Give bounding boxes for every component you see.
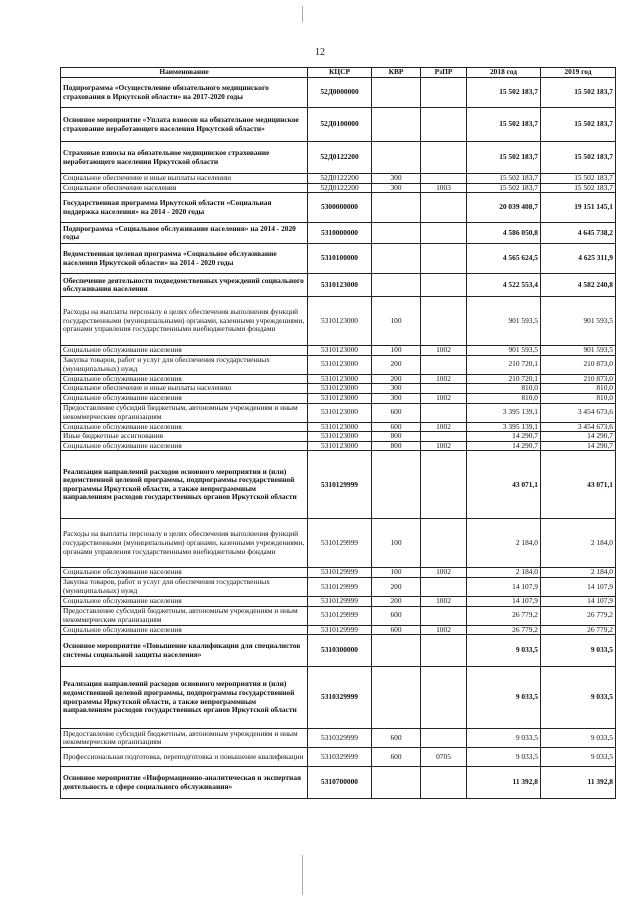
table-row xyxy=(61,393,616,403)
table-row xyxy=(61,244,616,274)
cell-kcsr: 5310129999 xyxy=(308,451,372,519)
table-row xyxy=(61,625,616,635)
page-number: 12 xyxy=(315,47,325,58)
cell-name: Реализация направлений расходов основного мероприятия и (или) ведомственной целевой программы, подпрограммы государственной программы Иркутской области, а также непрограммным направлениям расходов государственных органов Иркутской области xyxy=(61,451,308,519)
cell-kvr: 300 xyxy=(372,183,421,193)
cell-rzpr: 1002 xyxy=(421,393,467,403)
cell-kvr: 300 xyxy=(372,393,421,403)
table-row xyxy=(61,355,616,374)
cell-kcsr: 5310100000 xyxy=(308,244,372,274)
cell-2018: 3 395 139,1 xyxy=(467,403,541,422)
cell-kcsr: 5310129999 xyxy=(308,519,372,568)
cell-2019: 14 290,7 xyxy=(541,432,616,442)
cell-2018: 810,0 xyxy=(467,393,541,403)
table-row xyxy=(61,142,616,174)
cell-rzpr xyxy=(421,729,467,748)
table-row xyxy=(61,519,616,568)
cell-kcsr: 5310123000 xyxy=(308,355,372,374)
cell-2019: 43 071,1 xyxy=(541,451,616,519)
cell-kvr: 300 xyxy=(372,174,421,184)
table-row xyxy=(61,577,616,596)
cell-2018: 14 290,7 xyxy=(467,441,541,451)
cell-rzpr xyxy=(421,355,467,374)
cell-2019: 26 779,2 xyxy=(541,606,616,625)
cell-name: Социальное обслуживание населения xyxy=(61,346,308,356)
cell-name: Обеспечение деятельности подведомственных учреждений социального обслуживания населения xyxy=(61,274,308,297)
table-row xyxy=(61,596,616,606)
table-row xyxy=(61,451,616,519)
header-rzpr: РзПР xyxy=(421,68,467,78)
table-row xyxy=(61,432,616,442)
cell-2018: 4 586 050,8 xyxy=(467,223,541,244)
cell-2019: 4 625 311,9 xyxy=(541,244,616,274)
cell-kvr: 600 xyxy=(372,606,421,625)
cell-name: Предоставление субсидий бюджетным, автономным учреждениям и иным некоммерческим организациям xyxy=(61,403,308,422)
cell-name: Социальное обслуживание населения xyxy=(61,422,308,432)
cell-2019: 19 151 145,1 xyxy=(541,193,616,223)
cell-2019: 2 184,0 xyxy=(541,519,616,568)
cell-2018: 901 593,5 xyxy=(467,346,541,356)
header-kcsr: КЦСР xyxy=(308,68,372,78)
cell-name: Социальное обеспечение населения xyxy=(61,183,308,193)
cell-2019: 810,0 xyxy=(541,384,616,394)
bottom-margin-mark xyxy=(302,855,303,895)
cell-rzpr xyxy=(421,274,467,297)
cell-name: Социальное обеспечение и иные выплаты населению xyxy=(61,384,308,394)
table-row xyxy=(61,374,616,384)
cell-2019: 210 873,0 xyxy=(541,374,616,384)
table-row xyxy=(61,274,616,297)
cell-name: Подпрограмма «Социальное обслуживание населения» на 2014 - 2020 годы xyxy=(61,223,308,244)
cell-2018: 9 033,5 xyxy=(467,667,541,729)
cell-kvr: 600 xyxy=(372,625,421,635)
cell-2019: 15 502 183,7 xyxy=(541,108,616,142)
table-row xyxy=(61,193,616,223)
cell-kvr: 200 xyxy=(372,577,421,596)
cell-rzpr xyxy=(421,451,467,519)
cell-kvr xyxy=(372,142,421,174)
cell-kcsr: 5310129999 xyxy=(308,568,372,578)
cell-kcsr: 5310123000 xyxy=(308,441,372,451)
cell-rzpr: 1002 xyxy=(421,374,467,384)
cell-kvr: 100 xyxy=(372,297,421,346)
table-body xyxy=(61,78,616,799)
cell-kvr: 100 xyxy=(372,346,421,356)
cell-kcsr: 5310123000 xyxy=(308,432,372,442)
cell-rzpr xyxy=(421,403,467,422)
cell-rzpr: 1002 xyxy=(421,441,467,451)
cell-rzpr xyxy=(421,767,467,799)
cell-name: Социальное обслуживание населения xyxy=(61,441,308,451)
cell-kvr xyxy=(372,108,421,142)
cell-kcsr: 5310123000 xyxy=(308,422,372,432)
cell-name: Социальное обеспечение и иные выплаты населению xyxy=(61,174,308,184)
cell-name: Подпрограмма «Осуществление обязательного медицинского страхования в Иркутской области» на 2017-2020 годы xyxy=(61,78,308,108)
cell-rzpr xyxy=(421,142,467,174)
table-row xyxy=(61,108,616,142)
cell-name: Социальное обслуживание населения xyxy=(61,568,308,578)
cell-name: Закупка товаров, работ и услуг для обеспечения государственных (муниципальных) нужд xyxy=(61,577,308,596)
cell-2018: 901 593,5 xyxy=(467,297,541,346)
cell-rzpr: 1002 xyxy=(421,568,467,578)
cell-2018: 43 071,1 xyxy=(467,451,541,519)
cell-2019: 3 454 673,6 xyxy=(541,403,616,422)
cell-2018: 4 522 553,4 xyxy=(467,274,541,297)
table-row xyxy=(61,606,616,625)
cell-kcsr: 5310700000 xyxy=(308,767,372,799)
cell-kcsr: 5310123000 xyxy=(308,393,372,403)
cell-rzpr: 1002 xyxy=(421,596,467,606)
cell-kvr: 800 xyxy=(372,432,421,442)
cell-rzpr xyxy=(421,384,467,394)
cell-kvr xyxy=(372,244,421,274)
cell-rzpr: 1002 xyxy=(421,422,467,432)
cell-2018: 3 395 139,1 xyxy=(467,422,541,432)
header-2018: 2018 год xyxy=(467,68,541,78)
cell-rzpr xyxy=(421,432,467,442)
cell-kvr: 300 xyxy=(372,384,421,394)
cell-rzpr xyxy=(421,78,467,108)
table-row xyxy=(61,568,616,578)
cell-2019: 14 290,7 xyxy=(541,441,616,451)
cell-name: Основное мероприятие «Повышение квалификации для специалистов системы социальной защиты населения» xyxy=(61,635,308,667)
cell-kcsr: 5310123000 xyxy=(308,384,372,394)
table-header xyxy=(61,68,616,78)
cell-2019: 9 033,5 xyxy=(541,635,616,667)
cell-2018: 14 107,9 xyxy=(467,596,541,606)
top-margin-mark xyxy=(302,6,303,22)
cell-2019: 9 033,5 xyxy=(541,729,616,748)
cell-name: Ведомственная целевая программа «Социальное обслуживание населения Иркутской области» на 2014 - 2020 годы xyxy=(61,244,308,274)
cell-2019: 810,0 xyxy=(541,393,616,403)
cell-kcsr: 5310129999 xyxy=(308,606,372,625)
cell-rzpr xyxy=(421,174,467,184)
cell-2019: 15 502 183,7 xyxy=(541,174,616,184)
table-row xyxy=(61,346,616,356)
cell-2018: 15 502 183,7 xyxy=(467,108,541,142)
cell-name: Государственная программа Иркутской области «Социальная поддержка населения» на 2014 - 2020 годы xyxy=(61,193,308,223)
cell-2019: 15 502 183,7 xyxy=(541,78,616,108)
cell-kvr xyxy=(372,193,421,223)
header-2019: 2019 год xyxy=(541,68,616,78)
budget-table xyxy=(60,67,616,799)
cell-kcsr: 52Д0122200 xyxy=(308,142,372,174)
cell-name: Закупка товаров, работ и услуг для обеспечения государственных (муниципальных) нужд xyxy=(61,355,308,374)
cell-kcsr: 5310329999 xyxy=(308,667,372,729)
cell-kcsr: 5310123000 xyxy=(308,297,372,346)
cell-kcsr: 5310123000 xyxy=(308,374,372,384)
table-row xyxy=(61,729,616,748)
cell-name: Реализация направлений расходов основного мероприятия и (или) ведомственной целевой программы, подпрограммы государственной программы Иркутской области, а также непрограммным направлениям расходов государственных органов Иркутской области xyxy=(61,667,308,729)
cell-kvr: 200 xyxy=(372,355,421,374)
cell-2018: 9 033,5 xyxy=(467,635,541,667)
cell-kcsr: 52Д0122200 xyxy=(308,174,372,184)
table-row xyxy=(61,403,616,422)
cell-kvr: 800 xyxy=(372,441,421,451)
cell-2018: 11 392,8 xyxy=(467,767,541,799)
cell-2019: 4 582 240,8 xyxy=(541,274,616,297)
cell-name: Основное мероприятие «Уплата взносов на обязательное медицинское страхование неработающего населения Иркутской области» xyxy=(61,108,308,142)
cell-2019: 14 107,9 xyxy=(541,577,616,596)
cell-2018: 210 720,1 xyxy=(467,374,541,384)
cell-kcsr: 5310300000 xyxy=(308,635,372,667)
table-row xyxy=(61,223,616,244)
cell-2018: 15 502 183,7 xyxy=(467,142,541,174)
cell-kcsr: 5310129999 xyxy=(308,577,372,596)
cell-rzpr xyxy=(421,577,467,596)
cell-2018: 26 779,2 xyxy=(467,625,541,635)
cell-2019: 4 645 738,2 xyxy=(541,223,616,244)
table-row xyxy=(61,297,616,346)
cell-2018: 15 502 183,7 xyxy=(467,174,541,184)
cell-rzpr xyxy=(421,193,467,223)
table-row xyxy=(61,174,616,184)
cell-rzpr xyxy=(421,635,467,667)
cell-kvr xyxy=(372,78,421,108)
cell-kcsr: 5310129999 xyxy=(308,596,372,606)
table-row xyxy=(61,635,616,667)
cell-kvr xyxy=(372,223,421,244)
cell-rzpr: 1002 xyxy=(421,346,467,356)
cell-name: Предоставление субсидий бюджетным, автономным учреждениям и иным некоммерческим организациям xyxy=(61,729,308,748)
cell-rzpr: 0705 xyxy=(421,748,467,767)
cell-2018: 20 039 408,7 xyxy=(467,193,541,223)
cell-kvr xyxy=(372,635,421,667)
cell-2019: 901 593,5 xyxy=(541,297,616,346)
cell-name: Профессиональная подготовка, переподготовка и повышение квалификации xyxy=(61,748,308,767)
header-row xyxy=(61,68,616,78)
table-row xyxy=(61,441,616,451)
cell-rzpr xyxy=(421,667,467,729)
cell-kcsr: 52Д0100000 xyxy=(308,108,372,142)
table-row xyxy=(61,748,616,767)
cell-kcsr: 52Д0000000 xyxy=(308,78,372,108)
cell-rzpr xyxy=(421,519,467,568)
cell-name: Страховые взносы на обязательное медицинское страхование неработающего населения Иркутской области xyxy=(61,142,308,174)
cell-2018: 26 779,2 xyxy=(467,606,541,625)
cell-2018: 2 184,0 xyxy=(467,568,541,578)
cell-2018: 810,0 xyxy=(467,384,541,394)
cell-2019: 2 184,0 xyxy=(541,568,616,578)
cell-name: Социальное обслуживание населения xyxy=(61,596,308,606)
table-row xyxy=(61,767,616,799)
cell-2019: 14 107,9 xyxy=(541,596,616,606)
cell-rzpr xyxy=(421,297,467,346)
cell-2019: 9 033,5 xyxy=(541,748,616,767)
cell-kvr: 200 xyxy=(372,596,421,606)
cell-name: Социальное обслуживание населения xyxy=(61,625,308,635)
cell-rzpr xyxy=(421,108,467,142)
header-kvr: КВР xyxy=(372,68,421,78)
cell-2019: 210 873,0 xyxy=(541,355,616,374)
cell-rzpr xyxy=(421,606,467,625)
cell-kcsr: 5310123000 xyxy=(308,403,372,422)
cell-name: Расходы на выплаты персоналу в целях обеспечения выполнения функций государственными (муниципальными) органами, казенными учреждениями, органами управления государственными внебюджетными фондами xyxy=(61,297,308,346)
table-row xyxy=(61,78,616,108)
cell-kvr xyxy=(372,274,421,297)
cell-name: Предоставление субсидий бюджетным, автономным учреждениям и иным некоммерческим организациям xyxy=(61,606,308,625)
cell-kvr: 100 xyxy=(372,568,421,578)
cell-kcsr: 5300000000 xyxy=(308,193,372,223)
cell-name: Расходы на выплаты персоналу в целях обеспечения выполнения функций государственными (муниципальными) органами, казенными учреждениями, органами управления государственными внебюджетными фондами xyxy=(61,519,308,568)
cell-rzpr xyxy=(421,244,467,274)
cell-2018: 14 107,9 xyxy=(467,577,541,596)
cell-kcsr: 5310123000 xyxy=(308,274,372,297)
cell-rzpr: 1002 xyxy=(421,625,467,635)
cell-kvr: 100 xyxy=(372,519,421,568)
cell-2019: 15 502 183,7 xyxy=(541,142,616,174)
cell-rzpr: 1003 xyxy=(421,183,467,193)
cell-name: Иные бюджетные ассигнования xyxy=(61,432,308,442)
table-row xyxy=(61,667,616,729)
header-name: Наименование xyxy=(61,68,308,78)
cell-2018: 2 184,0 xyxy=(467,519,541,568)
cell-2018: 14 290,7 xyxy=(467,432,541,442)
cell-kvr xyxy=(372,667,421,729)
cell-kvr xyxy=(372,451,421,519)
cell-2019: 3 454 673,6 xyxy=(541,422,616,432)
cell-2018: 15 502 183,7 xyxy=(467,183,541,193)
cell-kcsr: 5310123000 xyxy=(308,346,372,356)
cell-kvr: 600 xyxy=(372,748,421,767)
cell-kvr: 200 xyxy=(372,374,421,384)
cell-kcsr: 5310329999 xyxy=(308,748,372,767)
cell-2018: 4 565 624,5 xyxy=(467,244,541,274)
cell-kvr xyxy=(372,767,421,799)
cell-name: Основное мероприятие «Информационно-аналитическая и экспертная деятельность в сфере социального обслуживания» xyxy=(61,767,308,799)
cell-2019: 26 779,2 xyxy=(541,625,616,635)
cell-kcsr: 5310329999 xyxy=(308,729,372,748)
table-row xyxy=(61,384,616,394)
cell-2018: 15 502 183,7 xyxy=(467,78,541,108)
cell-2019: 11 392,8 xyxy=(541,767,616,799)
cell-2018: 9 033,5 xyxy=(467,729,541,748)
cell-2019: 15 502 183,7 xyxy=(541,183,616,193)
cell-name: Социальное обслуживание населения xyxy=(61,393,308,403)
cell-2019: 901 593,5 xyxy=(541,346,616,356)
cell-2018: 9 033,5 xyxy=(467,748,541,767)
cell-kvr: 600 xyxy=(372,403,421,422)
cell-kvr: 600 xyxy=(372,729,421,748)
cell-2018: 210 720,1 xyxy=(467,355,541,374)
cell-2019: 9 033,5 xyxy=(541,667,616,729)
table-row xyxy=(61,422,616,432)
cell-kcsr: 52Д0122200 xyxy=(308,183,372,193)
cell-kcsr: 5310000000 xyxy=(308,223,372,244)
cell-rzpr xyxy=(421,223,467,244)
cell-kvr: 600 xyxy=(372,422,421,432)
cell-kcsr: 5310129999 xyxy=(308,625,372,635)
table-row xyxy=(61,183,616,193)
cell-name: Социальное обслуживание населения xyxy=(61,374,308,384)
